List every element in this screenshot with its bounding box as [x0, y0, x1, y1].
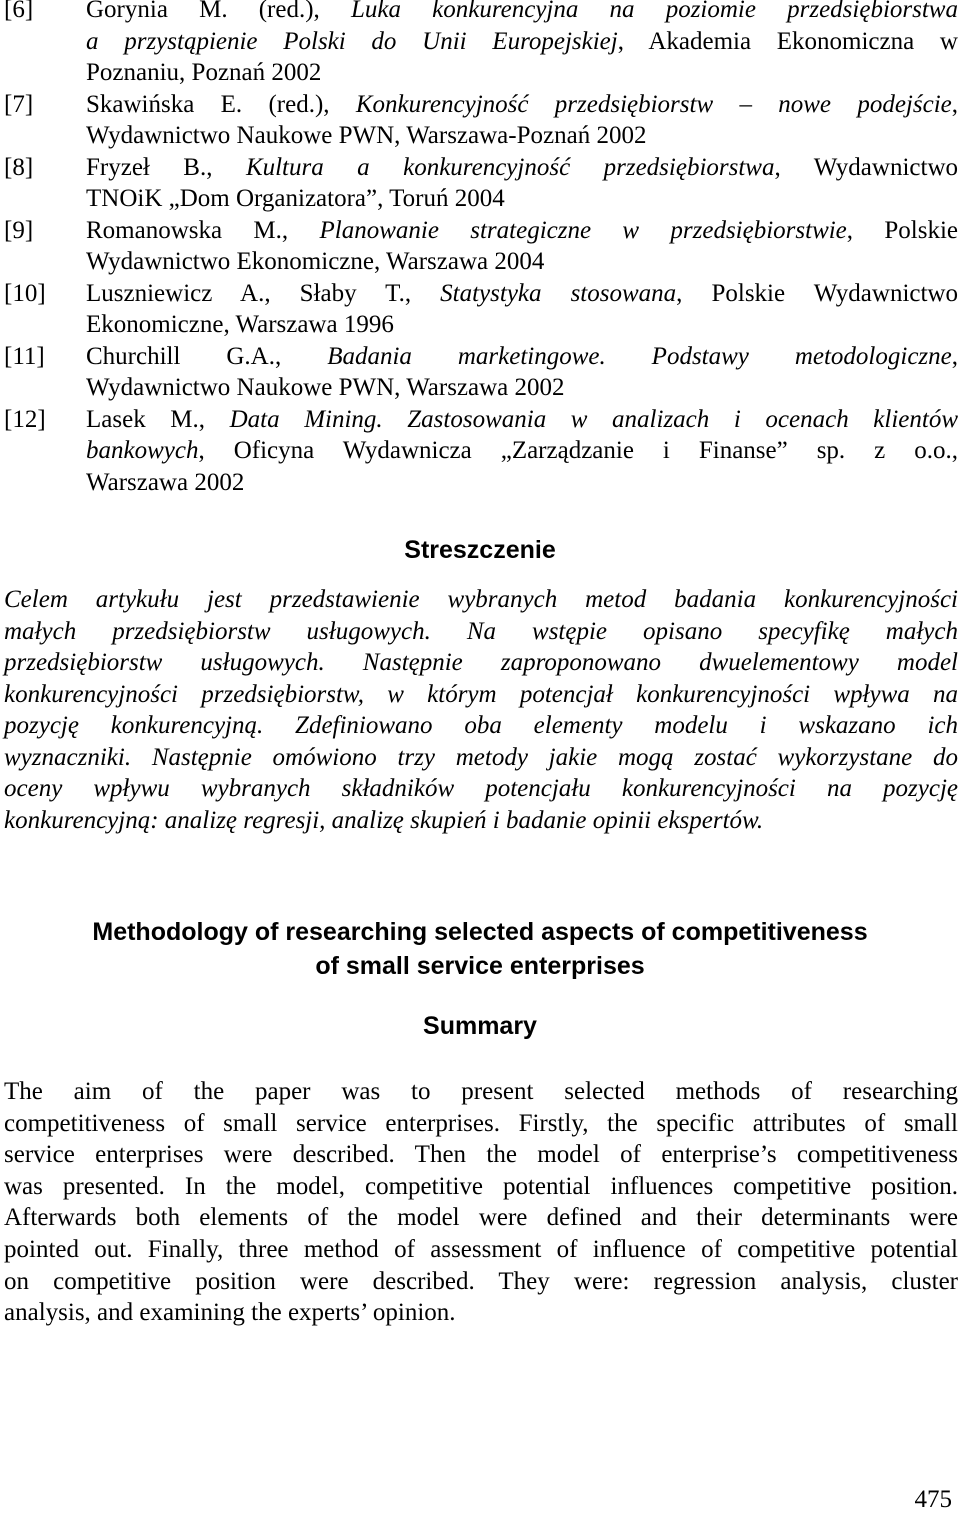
reference-number: [11]	[4, 342, 45, 370]
reference-title-segment: Data Mining. Zastosowania w analizach i ocenach klientów	[229, 405, 958, 433]
polish-abstract-line: oceny wpływu wybranych składników potencjału konkurencyjności na pozycję	[4, 775, 958, 802]
reference-segment: , Polskie Wydawnictwo	[676, 279, 958, 307]
polish-abstract-line: Celem artykułu jest przedstawienie wybranych metod badania konkurencyjności	[4, 586, 958, 613]
english-abstract-line: service enterprises were described. Then the model of enterprise’s competitiveness	[4, 1141, 958, 1169]
reference-title-segment: Konkurencyjność przedsiębiorstw – nowe podejście	[355, 90, 952, 118]
reference-line	[86, 341, 958, 373]
reference-text	[86, 341, 958, 404]
english-abstract-line: Afterwards both elements of the model were defined and their determinants were	[4, 1204, 958, 1232]
reference-segment: Wydawnictwo Naukowe PWN, Warszawa 2002	[86, 374, 565, 401]
reference-segment: ,	[951, 90, 958, 118]
reference-number: [9]	[4, 216, 34, 244]
reference-number: [8]	[4, 153, 34, 181]
reference-segment: Poznaniu, Poznań 2002	[86, 59, 322, 86]
polish-abstract-line: małych przedsiębiorstw usługowych. Na wstępie opisano specyfikę małych	[4, 617, 958, 645]
reference-item	[4, 152, 958, 215]
reference-line	[86, 0, 958, 26]
reference-title-segment: Kultura a konkurencyjność przedsiębiorstwa	[245, 153, 775, 181]
reference-segment: ,	[951, 342, 958, 370]
reference-line	[86, 467, 958, 499]
reference-segment: Wydawnictwo Naukowe PWN, Warszawa-Poznań 2002	[86, 122, 647, 149]
streszczenie-heading: Streszczenie	[404, 536, 556, 564]
reference-segment: Luszniewicz A., Słaby T.,	[86, 279, 441, 307]
english-abstract-line: pointed out. Finally, three method of assessment of influence of competitive potential	[4, 1235, 958, 1263]
reference-segment: , Polskie	[846, 216, 958, 244]
reference-line	[86, 278, 958, 310]
reference-item	[4, 404, 958, 499]
reference-segment: Skawińska E. (red.),	[86, 90, 356, 118]
english-abstract	[4, 1076, 958, 1329]
reference-item	[4, 341, 958, 404]
reference-segment: , Wydawnictwo	[774, 153, 958, 181]
reference-line	[86, 183, 958, 215]
reference-line	[86, 120, 958, 152]
reference-line	[86, 404, 958, 436]
reference-text	[86, 278, 958, 341]
reference-line	[86, 89, 958, 121]
english-title	[0, 915, 960, 983]
reference-title-segment: a przystąpienie Polski do Unii Europejskiej	[86, 27, 618, 55]
english-abstract-line: on competitive position were described. They were: regression analysis, cluster	[4, 1267, 958, 1295]
reference-text	[86, 152, 958, 215]
reference-title-segment: Badania marketingowe. Podstawy metodologiczne	[327, 342, 952, 370]
reference-line	[86, 215, 958, 247]
reference-line	[86, 26, 958, 58]
reference-line	[86, 57, 958, 89]
reference-line	[86, 246, 958, 278]
reference-text	[86, 89, 958, 152]
reference-segment: Romanowska M.,	[86, 216, 320, 244]
reference-line	[86, 309, 958, 341]
reference-title-segment: Planowanie strategiczne w przedsiębiorstwie	[319, 216, 847, 244]
english-abstract-line: competitiveness of small service enterprises. Firstly, the specific attributes of small	[4, 1109, 958, 1137]
summary-heading: Summary	[423, 1012, 537, 1040]
reference-segment: , Oficyna Wydawnicza „Zarządzanie i Finanse” sp. z o.o.,	[198, 437, 958, 464]
polish-abstract-line: wyznaczniki. Następnie omówiono trzy metody jakie mogą zostać wykorzystane do	[4, 743, 958, 771]
reference-number: [7]	[4, 90, 34, 118]
reference-item	[4, 215, 958, 278]
reference-title-segment: bankowych	[86, 437, 199, 464]
reference-item	[4, 89, 958, 152]
reference-list	[4, 0, 958, 498]
reference-segment: Lasek M.,	[86, 405, 230, 433]
reference-line	[86, 152, 958, 184]
polish-abstract-line: pozycję konkurencyjną. Zdefiniowano oba elementy modelu i wskazano ich	[4, 712, 958, 739]
reference-segment: TNOiK „Dom Organizatora”, Toruń 2004	[86, 185, 505, 212]
english-title-line-1: Methodology of researching selected aspects of competitiveness	[92, 918, 868, 946]
reference-number: [10]	[4, 279, 46, 307]
reference-item	[4, 278, 958, 341]
reference-segment: Fryzeł B.,	[86, 153, 246, 181]
english-abstract-line: was presented. In the model, competitive potential influences competitive position.	[4, 1172, 958, 1200]
reference-segment: Gorynia M. (red.),	[86, 0, 351, 23]
reference-text	[86, 404, 958, 499]
reference-text	[86, 0, 958, 89]
reference-number: [6]	[4, 0, 34, 23]
reference-title-segment: Luka konkurencyjna na poziomie przedsiębiorstwa	[350, 0, 958, 23]
reference-segment: Wydawnictwo Ekonomiczne, Warszawa 2004	[86, 248, 545, 275]
english-title-line-2: of small service enterprises	[315, 952, 645, 980]
english-abstract-line: The aim of the paper was to present selected methods of researching	[4, 1078, 958, 1105]
reference-segment: Ekonomiczne, Warszawa 1996	[86, 311, 394, 338]
english-abstract-line: analysis, and examining the experts’ opinion.	[4, 1299, 456, 1327]
reference-segment: , Akademia Ekonomiczna w	[617, 27, 958, 55]
reference-line	[86, 435, 958, 467]
polish-abstract-line: konkurencyjności przedsiębiorstw, w którym potencjał konkurencyjności wpływa na	[4, 680, 958, 708]
reference-text	[86, 215, 958, 278]
reference-line	[86, 372, 958, 404]
page-number: 475	[914, 1486, 952, 1513]
reference-item	[4, 0, 958, 89]
reference-number: [12]	[4, 405, 46, 433]
polish-abstract-line: przedsiębiorstw usługowych. Następnie zaproponowano dwuelementowy model	[4, 649, 958, 676]
reference-title-segment: Statystyka stosowana	[440, 279, 677, 307]
reference-segment: Warszawa 2002	[86, 468, 245, 496]
polish-abstract-line: konkurencyjną: analizę regresji, analizę skupień i badanie opinii ekspertów.	[4, 806, 764, 834]
polish-abstract	[4, 584, 958, 836]
reference-segment: Churchill G.A.,	[86, 342, 328, 370]
